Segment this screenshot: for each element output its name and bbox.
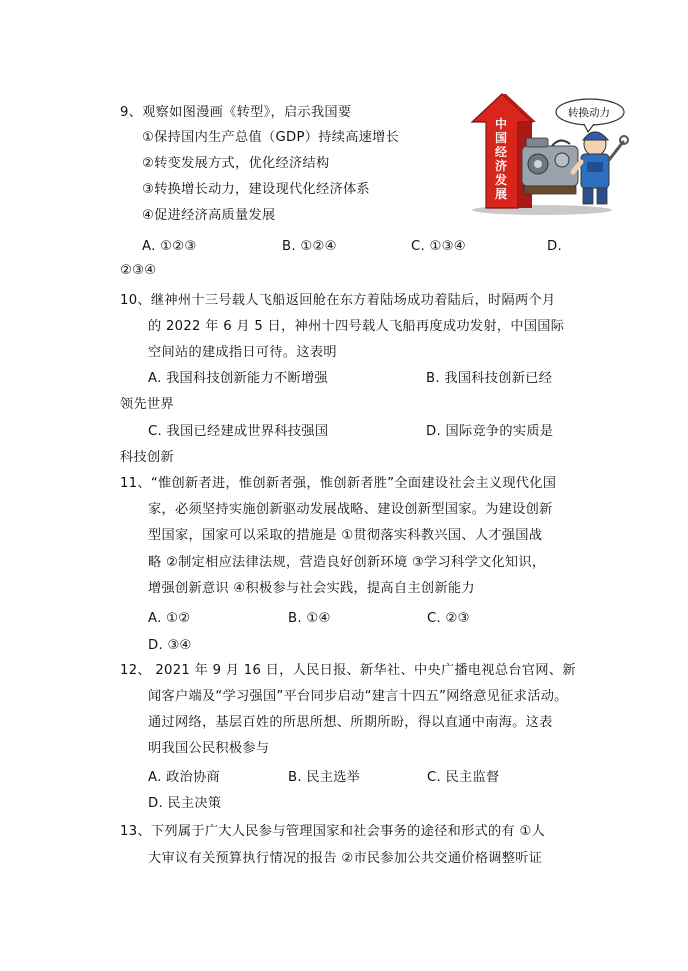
q12-line-1: 12、 2021 年 9 月 16 日，人民日报、新华社、中央广播电视总台官网、新 xyxy=(120,663,576,678)
q11-choice-a: A. ①② xyxy=(148,611,191,626)
q11-line-1: 11、“惟创新者进，惟创新者强，惟创新者胜”全面建设社会主义现代化国 xyxy=(120,476,557,491)
q9-option-4: ④促进经济高质量发展 xyxy=(142,208,276,223)
q12-choice-c: C. 民主监督 xyxy=(427,770,500,785)
q10-line-1: 10、继神州十三号载人飞船返回舱在东方着陆场成功着陆后，时隔两个月 xyxy=(120,293,556,308)
engine-icon xyxy=(522,138,578,194)
cartoon-transformation-illustration xyxy=(462,92,632,217)
speech-bubble-text: 转换动力 xyxy=(568,107,610,119)
q11-choice-b: B. ①④ xyxy=(288,611,331,626)
arrow-char: 发 xyxy=(495,173,508,187)
speech-bubble xyxy=(556,99,624,132)
arrow-char: 展 xyxy=(495,187,508,201)
q10-choice-b-cont: 领先世界 xyxy=(120,397,174,412)
q12-line-3: 通过网络，基层百姓的所思所想、所期所盼，得以直通中南海。这表 xyxy=(148,715,553,730)
q9-option-2: ②转变发展方式，优化经济结构 xyxy=(142,156,330,171)
arrow-text-group xyxy=(494,116,507,201)
q9-choice-c: C. ①③④ xyxy=(411,239,466,254)
q10-choice-d-cont: 科技创新 xyxy=(120,450,174,465)
q9-choice-a: A. ①②③ xyxy=(142,239,197,254)
q10-line-2: 的 2022 年 6 月 5 日，神州十四号载人飞船再度成功发射，中国国际 xyxy=(148,319,565,334)
q12-line-4: 明我国公民积极参与 xyxy=(148,741,270,756)
q11-line-5: 增强创新意识 ④积极参与社会实践，提高自主创新能力 xyxy=(148,581,475,596)
q10-choice-b: B. 我国科技创新已经 xyxy=(426,371,553,386)
q10-line-3: 空间站的建成指日可待。这表明 xyxy=(148,345,337,360)
q12-choice-b: B. 民主选举 xyxy=(288,770,361,785)
arrow-char: 中 xyxy=(495,117,508,131)
q11-line-2: 家，必须坚持实施创新驱动发展战略、建设创新型国家。为建设创新 xyxy=(148,502,553,517)
q11-line-3: 型国家，国家可以采取的措施是 ①贯彻落实科教兴国、人才强国战 xyxy=(148,528,543,543)
q13-line-1: 13、下列属于广大人民参与管理国家和社会事务的途径和形式的有 ①人 xyxy=(120,824,546,839)
q10-choice-d: D. 国际竞争的实质是 xyxy=(426,424,554,439)
arrow-char: 济 xyxy=(495,159,508,173)
q9-choice-d-value: ②③④ xyxy=(120,263,157,278)
q9-option-3: ③转换增长动力，建设现代化经济体系 xyxy=(142,182,370,197)
q13-line-2: 大审议有关预算执行情况的报告 ②市民参加公共交通价格调整听证 xyxy=(148,851,543,866)
q9-stem: 9、观察如图漫画《转型》，启示我国要 xyxy=(120,105,352,120)
q11-choice-c: C. ②③ xyxy=(427,611,470,626)
q9-option-1: ①保持国内生产总值（GDP）持续高速增长 xyxy=(142,130,400,145)
q9-choice-b: B. ①②④ xyxy=(282,239,337,254)
q12-choice-a: A. 政治协商 xyxy=(148,770,221,785)
worker-figure-icon xyxy=(573,132,628,204)
q11-choice-d: D. ③④ xyxy=(148,638,192,653)
arrow-char: 经 xyxy=(495,145,508,159)
q12-line-2: 闻客户端及“学习强国”平台同步启动“建言十四五”网络意见征求活动。 xyxy=(148,689,568,704)
q10-choice-a: A. 我国科技创新能力不断增强 xyxy=(148,371,328,386)
q12-choice-d: D. 民主决策 xyxy=(148,796,222,811)
arrow-char: 国 xyxy=(495,131,508,145)
q11-line-4: 略 ②制定相应法律法规，营造良好创新环境 ③学习科学文化知识， xyxy=(148,555,546,570)
q9-choice-d-label: D. xyxy=(547,239,562,254)
q10-choice-c: C. 我国已经建成世界科技强国 xyxy=(148,424,329,439)
